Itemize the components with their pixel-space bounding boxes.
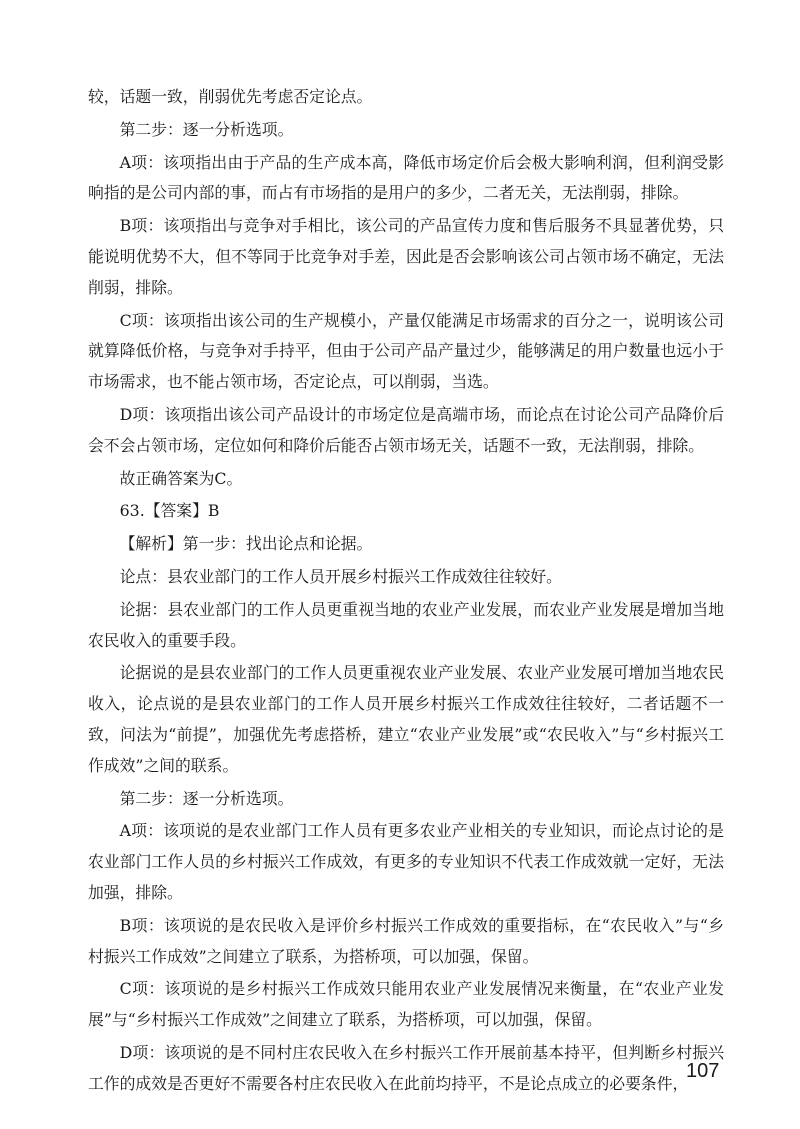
paragraph: D项：该项说的是不同村庄农民收入在乡村振兴工作开展前基本持平，但判断乡村振兴工作的成效是否更好不需要各村庄农民收入在此前均持平，不是论点成立的必要条件， — [88, 1042, 724, 1093]
paragraph: C项：该项说的是乡村振兴工作成效只能用农业产业发展情况来衡量，在“农业产业发展”与“乡村振兴工作成效”之间建立了联系，为搭桥项，可以加强，保留。 — [88, 979, 724, 1030]
paragraph: 故正确答案为C。 — [119, 468, 243, 488]
paragraph: 较，话题一致，削弱优先考虑否定论点。 — [88, 87, 373, 106]
document-body — [88, 82, 724, 1100]
paragraph: 第二步：逐一分析选项。 — [119, 119, 294, 139]
paragraph: 论据：县农业部门的工作人员更重视当地的农业产业发展，而农业产业发展是增加当地农民收入的重要手段。 — [88, 599, 724, 650]
paragraph: C项：该项指出该公司的生产规模小，产量仅能满足市场需求的百分之一，说明该公司就算降低价格，与竞争对手持平，但由于公司产品产量过少，能够满足的用户数量也远小于市场需求，也不能占领市场，否定论点，可以削弱，当选。 — [88, 310, 724, 392]
paragraph: 第二步：逐一分析选项。 — [119, 788, 294, 808]
paragraph: A项：该项指出由于产品的生产成本高，降低市场定价后会极大影响利润，但利润受影响指的是公司内部的事，而占有市场指的是用户的多少，二者无关，无法削弱，排除。 — [88, 152, 724, 203]
paragraph: 论据说的是县农业部门的工作人员更重视农业产业发展、农业产业发展可增加当地农民收入，论点说的是县农业部门的工作人员开展乡村振兴工作成效往往较好，二者话题不一致，问法为“前提”，加强优先考虑搭桥，建立“农业产业发展”或“农民收入”与“乡村振兴工作成效”之间的联系。 — [88, 663, 724, 775]
paragraph: 论点：县农业部门的工作人员开展乡村振兴工作成效往往较好。 — [119, 566, 562, 586]
paragraph: B项：该项指出与竞争对手相比，该公司的产品宣传力度和售后服务不具显著优势，只能说明优势不大，但不等同于比竞争对手差，因此是否会影响该公司占领市场不确定，无法削弱，排除。 — [88, 216, 724, 297]
page-number: 107 — [686, 1060, 720, 1082]
paragraph: B项：该项说的是农民收入是评价乡村振兴工作成效的重要指标，在“农民收入”与“乡村振兴工作成效”之间建立了联系，为搭桥项，可以加强，保留。 — [88, 915, 724, 966]
paragraph: D项：该项指出该公司产品设计的市场定位是高端市场，而论点在讨论公司产品降价后会不会占领市场，定位如何和降价后能否占领市场无关，话题不一致，无法削弱，排除。 — [88, 404, 724, 455]
answer-heading: 63.【答案】B — [119, 501, 220, 521]
paragraph: A项：该项说的是农业部门工作人员有更多农业产业相关的专业知识，而论点讨论的是农业部门工作人员的乡村振兴工作成效，有更多的专业知识不代表工作成效就一定好，无法加强，排除。 — [88, 821, 724, 902]
analysis-heading: 【解析】第一步：找出论点和论据。 — [119, 534, 373, 554]
